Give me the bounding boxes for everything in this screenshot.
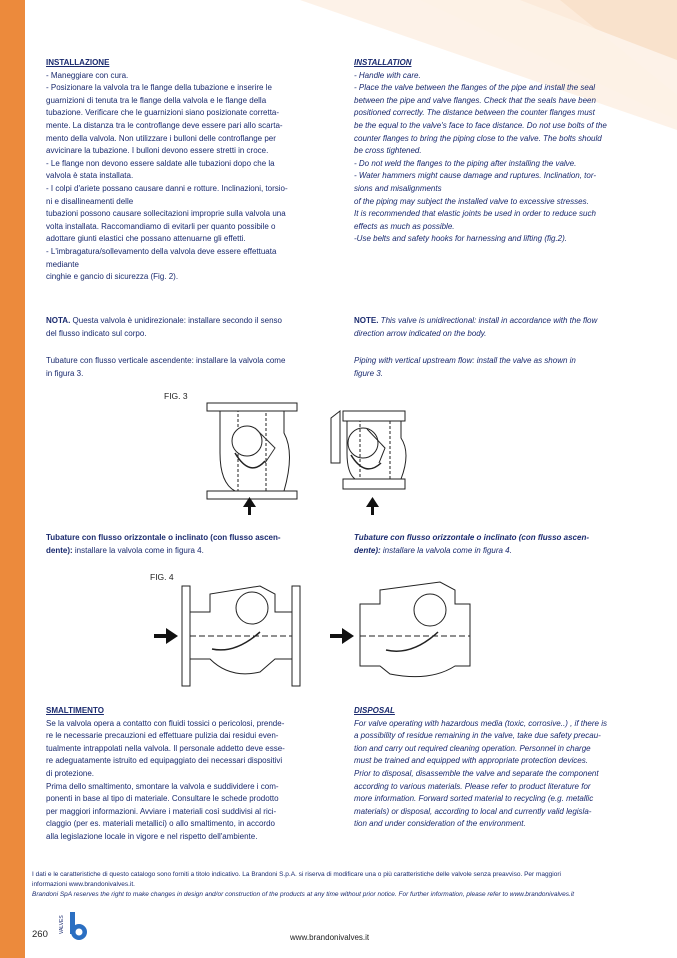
- horizontal-it-rest: installare la valvola come in figura 4.: [72, 545, 204, 555]
- disposal-it-line-3: tualmente intrappolati nella valvola. Il personale addetto deve esse-: [46, 743, 285, 753]
- disposal-en-line-9: tion and under consideration of the environment.: [354, 819, 526, 829]
- installation-it-line-2: - Posizionare la valvola tra le flange della tubazione e inserire le: [46, 83, 272, 93]
- disposal-en-line-3: tion and carry out required cleaning operation. Personnel in charge: [354, 743, 591, 753]
- installation-it-line-10: - I colpi d'ariete possano causare danni e rotture. Inclinazioni, torsio-: [46, 183, 288, 193]
- logo-text: VALVES: [59, 915, 65, 934]
- disposal-it-section: [46, 705, 331, 844]
- installation-it-line-15: - L'imbragatura/sollevamento della valvola deve essere effettuata: [46, 246, 277, 256]
- disposal-it-line-6: Prima dello smaltimento, smontare la valvola e suddividere i com-: [46, 781, 279, 791]
- horizontal-en-rest: installare la valvola come in figura 4.: [380, 545, 512, 555]
- disposal-en-line-5: Prior to disposal, disassemble the valve and separate the component: [354, 768, 599, 778]
- installation-it-lines: [46, 70, 328, 284]
- vertical-flow-it: [46, 355, 336, 380]
- horizontal-it-bold-1: Tubature con flusso orizzontale o inclinato (con flusso ascen-: [46, 533, 281, 542]
- installation-it-line-9: valvola è stata installata.: [46, 171, 134, 181]
- installation-it-line-17: cinghie e gancio di sicurezza (Fig. 2).: [46, 272, 179, 282]
- footer-it-line-1: I dati e le caratteristiche di questo catalogo sono forniti a titolo indicativo. La Brandoni S.p.A. si riserva di modificare una o più caratteristiche delle valvole senza preavviso. Per maggiori: [32, 871, 561, 878]
- installation-en-line-14: -Use belts and safety hooks for harnessing and lifting (fig.2).: [354, 234, 567, 244]
- installation-en-section: [354, 57, 639, 246]
- disposal-en-lines: [354, 718, 639, 831]
- installation-it-line-14: adottare giunti elastici che possano attenuarne gli effetti.: [46, 234, 246, 244]
- installation-it-line-12: tubazioni possono causare sollecitazioni improprie sulla valvola una: [46, 209, 286, 219]
- note-en-line-1: This valve is unidirectional: install in accordance with the flow: [378, 316, 598, 325]
- installation-it-line-8: - Le flange non devono essere saldate alle tubazioni dopo che la: [46, 158, 275, 168]
- installation-it-title: INSTALLAZIONE: [46, 58, 110, 67]
- installation-it-line-4: tubazione. Verificare che le guarnizioni siano posizionate corretta-: [46, 108, 280, 118]
- installation-it-line-11: ni e disallineamenti delle: [46, 196, 134, 206]
- installation-en-line-8: - Do not weld the flanges to the piping after installing the valve.: [354, 158, 577, 168]
- vertical-it-line-1: Tubature con flusso verticale ascendente: installare la valvola come: [46, 356, 286, 365]
- note-en-line-2: direction arrow indicated on the body.: [354, 328, 487, 338]
- disposal-en-title: DISPOSAL: [354, 706, 395, 715]
- footer-en-line: Brandoni SpA reserves the right to make changes in design and/or construction of the products at any time without prior notice. For further information, please refer to www.brandonivalves.it: [32, 891, 575, 898]
- horizontal-it-bold-2: dente):: [46, 545, 73, 555]
- disposal-it-line-5: di protezione.: [46, 768, 95, 778]
- installation-it-line-1: - Maneggiare con cura.: [46, 70, 129, 80]
- fig3-label: FIG. 3: [164, 391, 188, 401]
- disposal-en-line-4: must be trained and equipped with appropriate protection devices.: [354, 756, 588, 766]
- horizontal-flow-en: [354, 532, 644, 557]
- fig4-label: FIG. 4: [150, 572, 174, 582]
- note-en-label: NOTE.: [354, 316, 379, 325]
- installation-en-line-1: - Handle with care.: [354, 70, 421, 80]
- fig3-drawing: [195, 393, 435, 518]
- vertical-en-line-2: figure 3.: [354, 368, 383, 378]
- disposal-en-line-8: materials) or disposal, according to local and currently valid legisla-: [354, 806, 592, 816]
- installation-en-line-11: of the piping may subject the installed valve to excessive stresses.: [354, 196, 589, 206]
- disposal-it-line-1: Se la valvola opera a contatto con fluidi tossici o pericolosi, prende-: [46, 718, 285, 728]
- installation-it-line-3: guarnizioni di tenuta tra le flange della valvola e le flange della: [46, 95, 267, 105]
- note-it-line-2: del flusso indicato sul corpo.: [46, 328, 147, 338]
- note-it: [46, 315, 331, 340]
- vertical-en-line-1: Piping with vertical upstream flow: install the valve as shown in: [354, 356, 576, 365]
- installation-en-line-7: be cross tightened.: [354, 146, 422, 156]
- disposal-it-line-7: ponenti in base al tipo di materiale. Consultare le schede prodotto: [46, 794, 279, 804]
- installation-it-line-13: volta installata. Raccomandiamo di evitarli per quanto possibile o: [46, 221, 276, 231]
- disposal-it-line-2: re le necessarie precauzioni ed effettuare pulizia dai residui even-: [46, 731, 279, 741]
- installation-it-section: [46, 57, 328, 284]
- footer-disclaimer: [32, 870, 652, 900]
- installation-it-line-6: mento della valvola. Non utilizzare i bulloni delle controflange per: [46, 133, 276, 143]
- horizontal-flow-it: [46, 532, 336, 557]
- horizontal-en-bold-2: dente):: [354, 545, 381, 555]
- disposal-en-line-1: For valve operating with hazardous media (toxic, corrosive..) , if there is: [354, 718, 607, 728]
- vertical-flow-en: [354, 355, 644, 380]
- footer-it-line-2: informazioni www.brandonivalves.it.: [32, 881, 135, 888]
- disposal-it-line-10: alla legislazione locale in vigore e nel rispetto dell'ambiente.: [46, 831, 258, 841]
- disposal-it-line-9: claggio (per es. materiali metallici) o allo smaltimento, in accordo: [46, 819, 275, 829]
- page-number: 260: [32, 929, 48, 940]
- installation-en-title: INSTALLATION: [354, 58, 412, 67]
- disposal-en-line-2: a possibility of residue remaining in the valve, take due safety precau-: [354, 731, 601, 741]
- website-url: www.brandonivalves.it: [290, 933, 370, 942]
- note-en: [354, 315, 644, 340]
- disposal-it-line-8: per maggiori informazioni. Avviare i materiali così suddivisi al rici-: [46, 806, 277, 816]
- installation-en-line-10: sions and misalignments: [354, 183, 442, 193]
- fig4-drawing: [150, 574, 480, 694]
- installation-it-line-5: mente. La distanza tra le controflange deve essere pari allo scarta-: [46, 120, 283, 130]
- installation-en-line-5: be the equal to the valve's face to face distance. Do not use bolts of the: [354, 120, 607, 130]
- disposal-it-line-4: re adeguatamente istruito ed equipaggiato dei necessari dispositivi: [46, 756, 283, 766]
- installation-en-lines: [354, 70, 639, 246]
- installation-it-line-16: mediante: [46, 259, 79, 269]
- brandoni-logo: [60, 908, 96, 944]
- installation-en-line-3: between the pipe and valve flanges. Check that the seals have been: [354, 95, 596, 105]
- disposal-en-line-6: according to various materials. Please refer to product literature for: [354, 781, 591, 791]
- installation-en-line-4: positioned correctly. The distance between the counter flanges must: [354, 108, 595, 118]
- horizontal-en-bold-1: Tubature con flusso orizzontale o inclinato (con flusso ascen-: [354, 533, 589, 542]
- installation-en-line-9: - Water hammers might cause damage and ruptures. Inclination, tor-: [354, 171, 597, 181]
- disposal-it-title: SMALTIMENTO: [46, 706, 104, 715]
- disposal-it-lines: [46, 718, 331, 844]
- installation-en-line-13: effects as much as possible.: [354, 221, 455, 231]
- installation-it-line-7: avvicinare la tubazione. I bulloni devono essere stretti in croce.: [46, 146, 269, 156]
- installation-en-line-6: counter flanges to bring the piping close to the valve. The bolts should: [354, 133, 602, 143]
- installation-en-line-12: It is recommended that elastic joints be used in order to reduce such: [354, 209, 596, 219]
- note-it-line-1: Questa valvola è unidirezionale: installare secondo il senso: [70, 316, 282, 325]
- note-it-label: NOTA.: [46, 316, 71, 325]
- disposal-en-line-7: more information. Forward sorted material to recycling (e.g. metallic: [354, 794, 594, 804]
- disposal-en-section: [354, 705, 639, 831]
- installation-en-line-2: - Place the valve between the flanges of the pipe and install the seal: [354, 83, 596, 93]
- vertical-it-line-2: in figura 3.: [46, 368, 84, 378]
